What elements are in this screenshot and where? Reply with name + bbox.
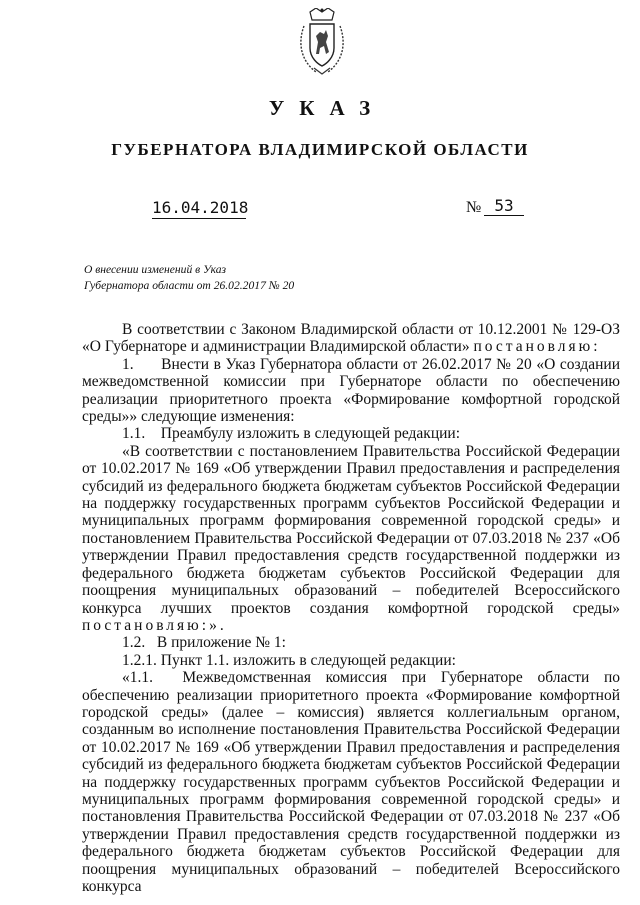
quoted-preamble-text: «В соответствии с постановлением Правительства Российской Федерации от 10.02.2017 № 169 «Об утверждении Правил предоставления и распределения субсидий из федерального бюджета бюджетам субъектов Российской Федерации на поддержку государственных программ субъектов Российской Федерации и муниципальных программ формирования современной городской среды» и постановлением Правительства Российской Федерации от 07.03.2018 № 237 «Об утверждении Правил предоставления средств государственной поддержки из федерального бюджета бюджетам субъектов Российской Федерации для поощрения муниципальных образований – победителей Всероссийского конкурса лучших проектов создания комфортной городской среды»	[82, 442, 620, 617]
paragraph-quoted-preamble	[82, 443, 620, 634]
paragraph-item-1-2-1: 1.2.1. Пункт 1.1. изложить в следующей редакции:	[122, 651, 456, 669]
document-number: 53	[484, 196, 524, 216]
paragraph-item-1-1: 1.1. Преамбулу изложить в следующей редакции:	[122, 425, 461, 443]
document-title: УКАЗ	[268, 96, 386, 120]
subject-line-1: О внесении изменений в Указ	[84, 263, 227, 276]
document-subject	[84, 262, 294, 294]
quoted-resolution-word: постановляю:»	[82, 616, 220, 634]
coat-of-arms-icon	[296, 8, 348, 78]
document-subtitle: ГУБЕРНАТОРА ВЛАДИМИРСКОЙ ОБЛАСТИ	[111, 140, 529, 159]
document-body	[82, 321, 620, 895]
document-number-label: №	[466, 199, 482, 216]
resolution-word: постановляю:	[473, 338, 601, 356]
paragraph-item-1-2: 1.2. В приложение № 1:	[122, 634, 286, 652]
quoted-preamble-end: .	[219, 616, 224, 634]
preamble-text: В соответствии с Законом Владимирской области от 10.12.2001 № 129-ОЗ «О Губернаторе и администрации Владимирской области»	[82, 321, 620, 356]
paragraph-item-1: 1. Внести в Указ Губернатора области от 26.02.2017 № 20 «О создании межведомственной комиссии при Губернаторе области по обеспечению реализации приоритетного проекта «Формирование комфортной городской среды»» следующие изменения:	[82, 355, 620, 426]
paragraph-preamble	[82, 321, 620, 356]
subject-line-2: Губернатора области от 26.02.2017 № 20	[84, 279, 295, 292]
document-date: 16.04.2018	[152, 198, 249, 217]
paragraph-item-1-1-text: «1.1. Межведомственная комиссия при Губернаторе области по обеспечению реализации приоритетного проекта «Формирование комфортной городской среды» (далее – комиссия) является коллегиальным органом, созданным во исполнение постановления Правительства Российской Федерации от 10.02.2017 № 169 «Об утверждении Правил предоставления и распределения субсидий из федерального бюджета бюджетам субъектов Российской Федерации на поддержку государственных программ субъектов Российской Федерации и муниципальных программ формирования современной городской среды» и постановления Правительства Российской Федерации от 07.03.2018 № 237 «Об утверждении Правил предоставления средств государственной поддержки из федерального бюджета бюджетам субъектов Российской Федерации для поощрения муниципальных образований – победителей Всероссийского конкурса	[82, 669, 620, 895]
